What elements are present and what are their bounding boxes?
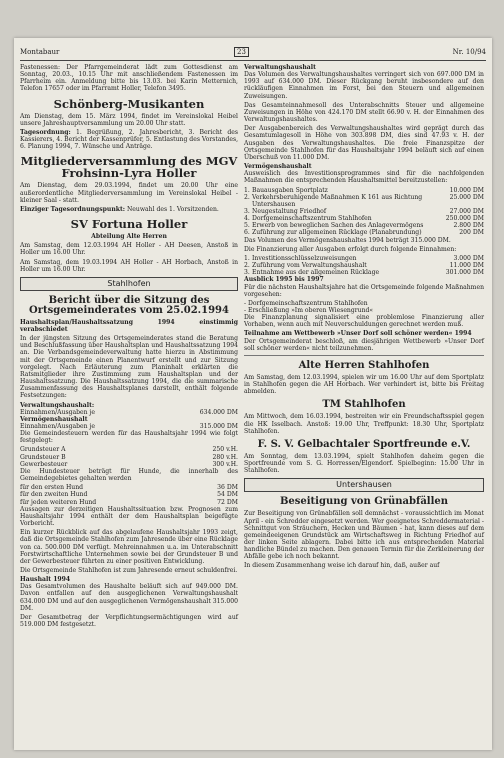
ausblick-text: Für die nächsten Haushaltsjahre hat die Ortsgemeinde folgende Maßnahmen vorgesehen: (244, 283, 484, 298)
item-text: Dorfgemeinschaftszentrum Stahlhofen (252, 215, 372, 223)
haushalt-subheading: Haushaltsplan/Haushaltssatzung 1994 einstimmig verabschiedet (20, 318, 238, 333)
verwaltung-heading: Verwaltungshaushalt: (20, 401, 95, 409)
list-item (244, 194, 484, 208)
issue-number: Nr. 10/94 (452, 48, 486, 56)
list-item (244, 187, 484, 194)
table-row (20, 454, 238, 461)
item-number: 1. (244, 254, 250, 262)
hundesteuer-text: Die Hundesteuer beträgt für Hunde, die innerhalb des Gemeindegebietes gehalten werden (20, 467, 238, 483)
divider (244, 355, 484, 356)
verwaltung-value: 634.000 DM (199, 408, 238, 416)
item-number: 6. (244, 229, 250, 237)
heading-bericht: Bericht über die Sitzung des Ortsgemeinderates vom 25.02.1994 (29, 294, 229, 316)
schoenberg-agenda (20, 129, 238, 150)
mgv-agenda-text: Neuwahl des 1. Vorsitzenden. (125, 205, 219, 213)
item-number: 1. (244, 186, 250, 194)
item-text: Verkehrsberuhigende Maßnahmen K 161 aus Richtung Untershausen (252, 193, 423, 208)
verpflichtung-text: Der Gesamtbetrag der Verpflichtungsermächtigungen wird auf 519.000 DM festgesetzt. (20, 613, 238, 629)
list-item (244, 262, 484, 269)
table-row (20, 491, 238, 498)
fsv-text: Am Sonntag, dem 13.03.1994, spielt Stahlhofen daheim gegen die Sportfreunde vom S. G. Horressen/Elgendorf. Spielbeginn: 15.00 Uhr in Stahlhofen. (244, 452, 484, 475)
table-cell: für jeden weiteren Hund (20, 498, 97, 506)
item-number: 3. (244, 207, 250, 215)
verwaltung-label: Einnahmen/Ausgaben je (20, 408, 96, 416)
item-number: 2. (244, 262, 250, 270)
item-value: 11.000 DM (449, 262, 484, 270)
item-text: Zuführung zur allgemeinen Rücklage (Planabrundung) (252, 229, 422, 237)
hundesteuer-table (20, 484, 238, 505)
verwaltungshaushalt-text: Das Volumen des Verwaltungshaushaltes verringert sich von 697.000 DM in 1993 auf 634.000 DM. Dieser Rückgang beruht insbesondere auf den rückläufigen Einnahmen im Forst, bei den Steuern und allgemeinen Zuweisungen. (244, 71, 484, 100)
item-number: 2. (244, 193, 250, 201)
gruenabfaelle-text: Zur Beseitigung von Grünabfällen soll demnächst - voraussichtlich im Monat April - ein Schredder eingesetzt werden. Wer geeignetes Schreddermaterial - Schnittgut von Sträuchern, Hecken und Bäumen - hat, kann dieses auf dem gemeindeeigenen Grundstück am Wirtschaftsweg in Richtung Friedhof auf der linken Seite ablagern. Dabei bitte ich aus entsprechenden Material handliche Bündel zu machen. Den genauen Termin für die Zerkleinerung der Abfälle gebe ich noch bekannt. (244, 510, 484, 561)
ausblick-heading: Ausblick 1995 bis 1997 (244, 276, 324, 284)
fortuna-text-2: Am Samstag, dem 19.03.1994 AH Holler - AH Horbach, Anstoß in Holler um 16.00 Uhr. (20, 258, 238, 273)
haushalt-1994-text: Das Gesamtvolumen des Haushalte beläuft sich auf 949.000 DM. Davon entfallen auf den ausgeglichenen Verwaltungshaushalt 634.000 DM und auf den ausgeglichenen Vermögenshaushalt 315.000 DM. (20, 583, 238, 612)
list-item (244, 215, 484, 222)
verwaltungshaushalt-heading: Verwaltungshaushalt (244, 64, 316, 71)
header-rule (20, 60, 486, 61)
section-box-untershausen: Untershausen (244, 478, 484, 492)
agenda-text: 1. Begrüßung, 2. Jahresbericht, 3. Bericht des Kassierers, 4. Bericht der Kassenprüfer, 5. Entlastung des Vorstandes, 6. Planung 1994, 7. Wünsche und Anträge. (20, 128, 239, 151)
heading-fortuna: SV Fortuna Holler (70, 217, 188, 232)
table-cell: für den ersten Hund (20, 484, 84, 492)
ausblick-item-1: - Dorfgemeinschaftszentrum Stahlhofen (244, 299, 368, 307)
table-row (20, 446, 238, 453)
table-cell: 300 v.H. (212, 460, 238, 468)
table-cell: 250 v.H. (212, 446, 238, 454)
zusammenhang-text: In diesem Zusammenhang weise ich darauf hin, daß, außer auf (244, 562, 440, 570)
agenda-label: Tagesordnung: (20, 128, 71, 136)
left-column (20, 64, 238, 630)
vermoegen-value: 315.000 DM (199, 423, 238, 430)
page-number: 23 (234, 47, 249, 57)
item-text: Neugestaltung Friedhof (252, 207, 327, 215)
table-cell: 36 DM (217, 484, 238, 492)
heading-mgv: Mitgliederversammlung des MGV Frohsinn-Lyra Holler (20, 154, 238, 181)
steuern-text: Die Gemeindesteuern werden für das Haushaltsjahr 1994 wie folgt festgelegt: (20, 430, 238, 445)
heading-fsv: F. S. V. Gelbachtaler Sportfreunde e.V. (257, 438, 471, 450)
item-number: 4. (244, 215, 250, 223)
list-item (244, 208, 484, 215)
item-text: Zuführung vom Verwaltungshaushalt (252, 262, 367, 270)
item-value: 200 DM (459, 229, 484, 237)
vermoegen-row (20, 423, 238, 430)
item-value: 3.000 DM (453, 254, 484, 262)
fastenessen-text: Fastenessen: Der Pfarrgemeinderat lädt zum Gottesdienst am Sonntag, 20.03., 10.15 Uhr mit anschließendem Fastenessen im Pfarrheim ein. Anmeldung bitte bis 13.03. bei Karin Metternich, Telefon 17657 oder im Pfarramt Holler, Telefon 3495. (20, 64, 238, 93)
bericht-text: In der jüngsten Sitzung des Ortsgemeinderates stand die Beratung und Beschlußfassung über Haushaltsplan und Haushaltssatzung 1994 an. Die Verbandsgemeindeverwaltung hatte hierzu in Abstimmung mit der Ortsgemeinde einen Planentwurf erstellt und zur Sitzung vorgelegt. Nach Erläuterung zum Planinhalt erklärten die Ratsmitglieder ihre Zustimmung zum Haushaltsplan und der Haushaltssatzung. Die Haushaltssatzung 1994, die die summarische Zusammenfassung des Haushaltsplanes darstellt, enthält folgende Festsetzungen: (20, 335, 238, 400)
investition-text: Ausweislich des Investitionsprogrammes sind für die nachfolgenden Maßnahmen die entsprechenden Haushaltsmittel bereitzustellen: (244, 170, 484, 185)
wettbewerb-text: Der Ortsgemeinderat beschloß, am diesjährigen Wettbewerb »Unser Dorf soll schöner werden« nicht teilzunehmen. (244, 337, 484, 352)
item-value: 25.000 DM (449, 193, 484, 201)
newspaper-page (14, 38, 492, 750)
item-value: 2.800 DM (453, 222, 484, 230)
table-cell: Grundsteuer B (20, 453, 66, 461)
mgv-text: Am Dienstag, dem 29.03.1994, findet um 20.00 Uhr eine außerordentliche Mitgliederversammlung im Vereinslokal Heibel - kleiner Saal - statt. (20, 182, 238, 204)
table-cell: für den zweiten Hund (20, 491, 88, 499)
table-row (20, 499, 238, 506)
table-cell: 280 v.H. (212, 453, 238, 461)
list-item (244, 269, 484, 276)
tm-text: Am Mittwoch, dem 16.03.1994, bestreiten wir ein Freundschaftsspiel gegen die HK Isselbach. Anstoß: 19.00 Uhr, Treffpunkt: 18.30 Uhr, Sportplatz Stahlhofen. (244, 413, 484, 435)
fortuna-text-1: Am Samstag, dem 12.03.1994 AH Holler - AH Deesen, Anstoß in Holler um 16.00 Uhr. (20, 242, 238, 257)
alte-herren-text: Am Samstag, dem 12.03.1994, spielen wir um 16.00 Uhr auf dem Sportplatz in Stahlhofen gegen die AH Horbach. Wer verhindert ist, bitte bis Freitag abmelden. (244, 373, 484, 396)
heading-tm: TM Stahlhofen (322, 399, 406, 411)
heading-alte-herren: Alte Herren Stahlhofen (298, 359, 430, 371)
volumen-text: Das Volumen des Vermögenshaushaltes 1994 beträgt 315.000 DM. (244, 236, 451, 244)
haushalt-1994-heading: Haushalt 1994 (20, 576, 71, 584)
vermoegen-label: Einnahmen/Ausgaben je (20, 423, 96, 430)
item-text: Erwerb von beweglichen Sachen des Anlagevermögens (252, 222, 424, 230)
section-box-stahlhofen: Stahlhofen (20, 277, 238, 291)
verwaltung-row (20, 409, 238, 416)
list-item (244, 222, 484, 229)
item-value: 10.000 DM (449, 186, 484, 194)
list-item (244, 255, 484, 262)
finanzplanung-text: Die Finanzplanung signalisiert eine problemlose Finanzierung aller Vorhaben, wenn auch mit Neuverschuldungen gerechnet werden muß. (244, 314, 484, 329)
table-row (20, 484, 238, 491)
table-row (20, 461, 238, 468)
massnahmen-list (244, 187, 484, 237)
heading-gruenabfaelle: Beseitigung von Grünabfällen (279, 496, 449, 508)
schoenberg-text: Am Dienstag, dem 15. März 1994, findet im Vereinslokal Heibel unsere Jahreshauptversammlung um 20.00 Uhr statt. (20, 112, 238, 127)
fortuna-subheading: Abteilung Alte Herren (91, 233, 167, 241)
rueckblick-text: Ein kurzer Rückblick auf das abgelaufene Haushaltsjahr 1993 zeigt, daß die Ortsgemeinde Stahlhofen zum Jahresende über eine Rücklage von ca. 500.000 DM verfügt. Mehreinnahmen u.a. im Unterabschnitt Forstwirtschaftliche Unternehmen sowie bei der Grundsteuer B und der Gewerbesteuer führten zu einer positiven Entwicklung. (20, 529, 238, 565)
ausblick-item-2: - Erschließung »Im oberen Wiesengrund« (244, 307, 374, 314)
item-text: Bauausgaben Sportplatz (252, 186, 328, 194)
steuer-table (20, 446, 238, 467)
einnahmen-list (244, 255, 484, 276)
page-header (20, 48, 486, 60)
mgv-agenda-label: Einziger Tagesordnungspunkt: (20, 205, 126, 213)
einnahmesoll-text: Das Gesamteinnahmesoll des Unterabschnitts Steuer und allgemeine Zuweisungen in Höhe von 424.170 DM stellt 66.90 v. H. der Einnahmen des Verwaltungshaushaltes. (244, 101, 484, 124)
item-value: 27.000 DM (449, 207, 484, 215)
table-cell: Grundsteuer A (20, 446, 66, 454)
item-text: Entnahme aus der allgemeinen Rücklage (252, 269, 380, 277)
ausgabenbereich-text: Der Ausgabenbereich des Verwaltungshaushaltes wird geprägt durch das Gesamtumlagesoll in Höhe von 303.898 DM, dies sind 47.93 v. H. der Ausgaben des Verwaltungshaushaltes. Die freie Finanzspitze der Ortsgemeinde Stahlhofen für das Haushaltsjahr 1994 beläuft sich auf einen Überschuß von 11.000 DM. (244, 125, 484, 161)
heading-schoenberg: Schönberg-Musikanten (53, 96, 205, 111)
vermoegen-heading: Vermögenshaushalt (20, 415, 88, 423)
vermoegenshaushalt-heading: Vermögenshaushalt (244, 163, 312, 171)
header-town: Montabaur (20, 48, 60, 56)
table-cell: 72 DM (217, 498, 238, 506)
item-number: 5. (244, 222, 250, 230)
schuldenfrei-text: Die Ortsgemeinde Stahlhofen ist zum Jahresende erneut schuldenfrei. (20, 566, 238, 574)
finanzierung-text: Die Finanzierung aller Ausgaben erfolgt durch folgende Einnahmen: (244, 245, 457, 253)
table-cell: 54 DM (217, 491, 238, 499)
mgv-agenda (20, 206, 238, 213)
item-value: 250.000 DM (445, 215, 484, 223)
right-column (244, 64, 484, 572)
table-cell: Gewerbesteuer (20, 460, 68, 468)
aussagen-text: Aussagen zur derzeitigen Haushaltssituation bzw. Prognosen zum Haushaltsjahr 1994 enthält der dem Haushaltsplan beigefügte Vorbericht. (20, 505, 238, 528)
item-text: Investitionsschlüsselzuweisungen (252, 254, 357, 262)
item-value: 301.000 DM (445, 269, 484, 277)
item-number: 3. (244, 269, 250, 277)
list-item (244, 229, 484, 236)
wettbewerb-heading: Teilnahme am Wettbewerb »Unser Dorf soll schöner werden« 1994 (244, 330, 472, 338)
